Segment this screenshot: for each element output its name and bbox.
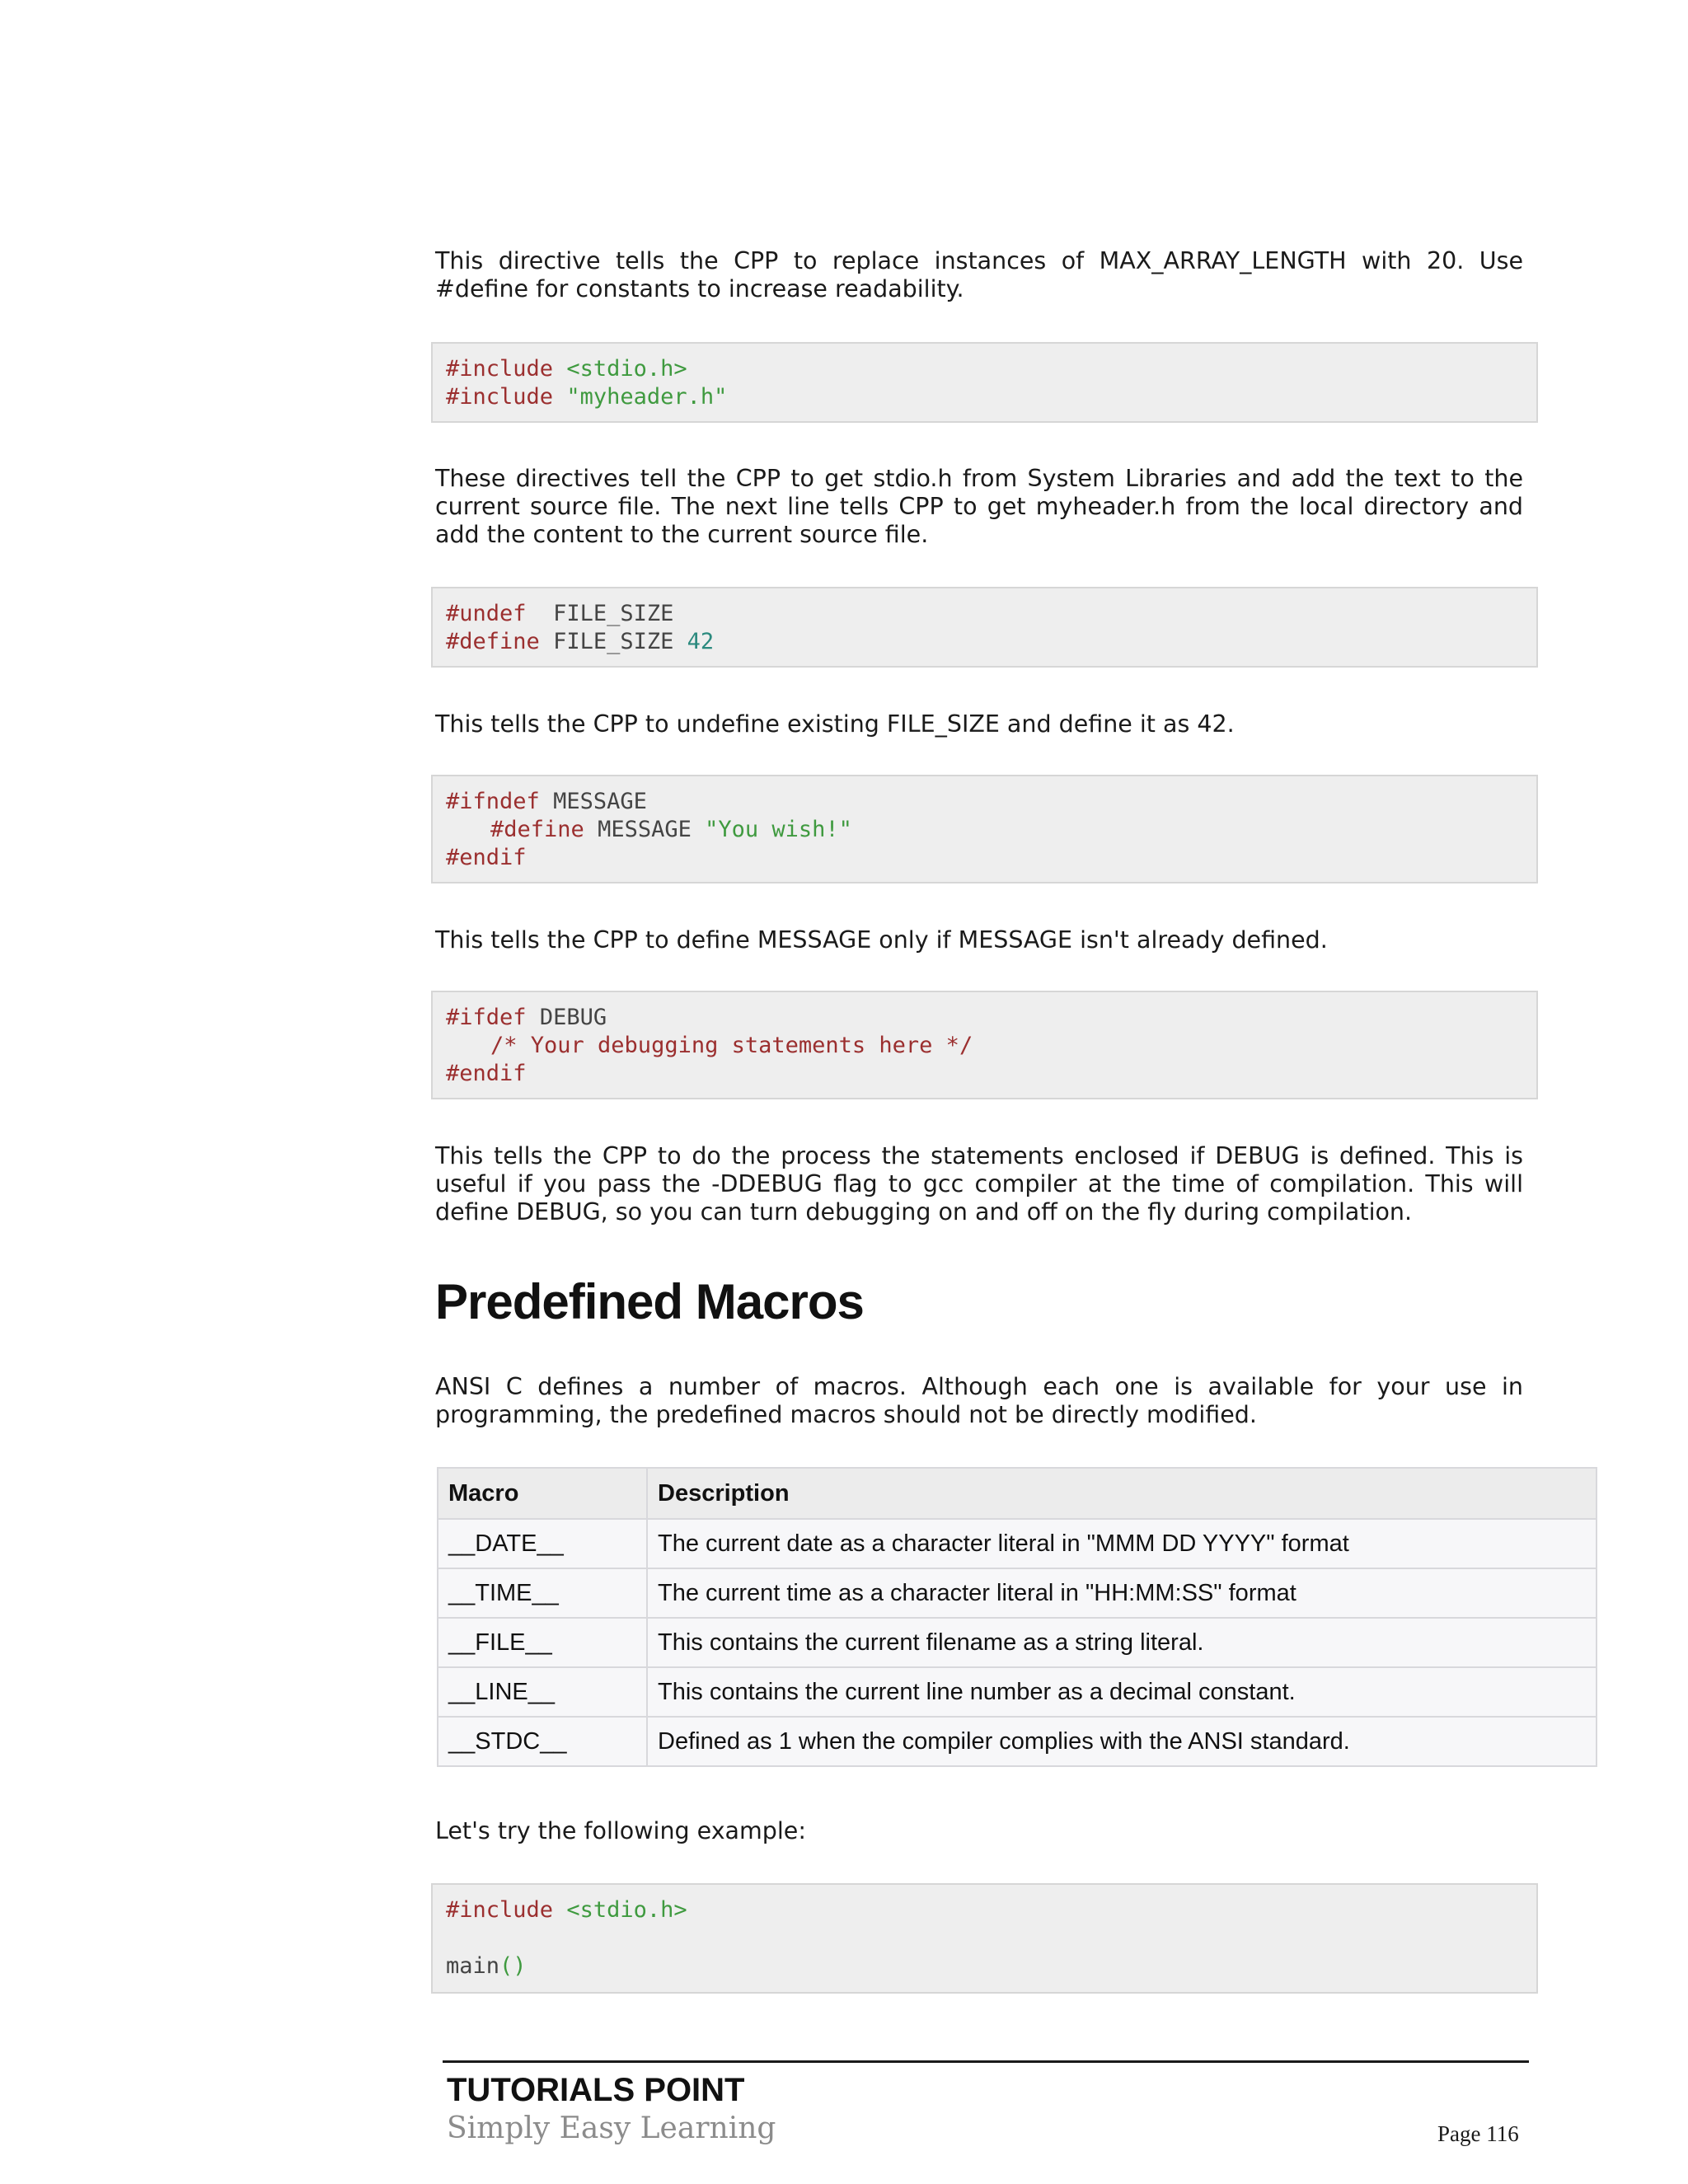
table-row — [438, 1519, 1597, 1568]
paragraph-ansi-macros: ANSI C defines a number of macros. Although each one is available for your use in programming, the predefined macros should not be directly modified. — [435, 1373, 1523, 1428]
code-string: <stdio.h> — [566, 1897, 687, 1923]
table-row — [438, 1568, 1597, 1618]
code-block-ifndef — [431, 775, 1538, 883]
code-keyword: #undef — [446, 601, 527, 626]
macros-table — [437, 1467, 1597, 1767]
table-header-row — [438, 1468, 1597, 1519]
code-block-include — [431, 342, 1538, 423]
code-keyword: #include — [446, 384, 554, 410]
code-keyword: #define — [490, 817, 584, 842]
code-identifier: FILE_SIZE — [553, 629, 674, 654]
code-keyword: #include — [446, 1897, 554, 1923]
macro-cell: __FILE__ — [438, 1618, 647, 1667]
macro-cell: __LINE__ — [438, 1667, 647, 1717]
column-header-macro: Macro — [438, 1468, 647, 1519]
macro-cell: __STDC__ — [438, 1717, 647, 1766]
description-cell: This contains the current line number as a decimal constant. — [647, 1667, 1597, 1717]
paragraph-define-explanation: This directive tells the CPP to replace instances of MAX_ARRAY_LENGTH with 20. Use #define for constants to increase readability. — [435, 247, 1523, 302]
code-string: "You wish!" — [705, 817, 852, 842]
table-row — [438, 1618, 1597, 1667]
description-cell: This contains the current filename as a string literal. — [647, 1618, 1597, 1667]
footer-tagline: Simply Easy Learning — [447, 2111, 776, 2145]
code-block-example — [431, 1883, 1538, 1994]
code-identifier: DEBUG — [539, 1005, 607, 1030]
paragraph-example-intro: Let's try the following example: — [435, 1817, 806, 1844]
code-number: 42 — [687, 629, 715, 654]
description-cell: Defined as 1 when the compiler complies with the ANSI standard. — [647, 1717, 1597, 1766]
code-string: <stdio.h> — [566, 356, 687, 382]
table-row — [438, 1667, 1597, 1717]
code-comment: /* Your debugging statements here */ — [490, 1033, 973, 1058]
description-cell: The current time as a character literal in "HH:MM:SS" format — [647, 1568, 1597, 1618]
macro-cell: __TIME__ — [438, 1568, 647, 1618]
column-header-description: Description — [647, 1468, 1597, 1519]
code-keyword: #ifdef — [446, 1005, 527, 1030]
paragraph-ifdef-explanation: This tells the CPP to do the process the statements enclosed if DEBUG is defined. This is useful if you pass the -DDEBUG flag to gcc compiler at the time of compilation. This will define DEBUG, so you can turn debugging on and off on the fly during compilation. — [435, 1142, 1523, 1226]
table-row — [438, 1717, 1597, 1766]
description-cell: The current date as a character literal in "MMM DD YYYY" format — [647, 1519, 1597, 1568]
code-keyword: #endif — [446, 1061, 527, 1086]
paragraph-undef-explanation: This tells the CPP to undefine existing FILE_SIZE and define it as 42. — [435, 710, 1235, 738]
footer-brand: TUTORIALS POINT — [447, 2072, 745, 2108]
code-block-undef — [431, 587, 1538, 668]
paragraph-ifndef-explanation: This tells the CPP to define MESSAGE only if MESSAGE isn't already defined. — [435, 926, 1328, 954]
code-keyword: #define — [446, 629, 540, 654]
code-identifier: main — [446, 1953, 500, 1979]
code-identifier: FILE_SIZE — [553, 601, 674, 626]
code-keyword: #include — [446, 356, 554, 382]
paragraph-include-explanation: These directives tell the CPP to get stdio.h from System Libraries and add the text to the current source file. The next line tells CPP to get myheader.h from the local directory and add the content to the current source file. — [435, 465, 1523, 548]
code-keyword: #endif — [446, 845, 527, 870]
macro-cell: __DATE__ — [438, 1519, 647, 1568]
page-number: Page 116 — [1437, 2121, 1519, 2146]
code-identifier: MESSAGE — [553, 789, 647, 814]
code-block-ifdef — [431, 991, 1538, 1099]
code-parentheses: () — [499, 1953, 527, 1979]
code-string: "myheader.h" — [566, 384, 728, 410]
section-heading: Predefined Macros — [435, 1274, 864, 1329]
code-keyword: #ifndef — [446, 789, 540, 814]
footer-divider — [443, 2060, 1529, 2063]
code-identifier: MESSAGE — [598, 817, 692, 842]
